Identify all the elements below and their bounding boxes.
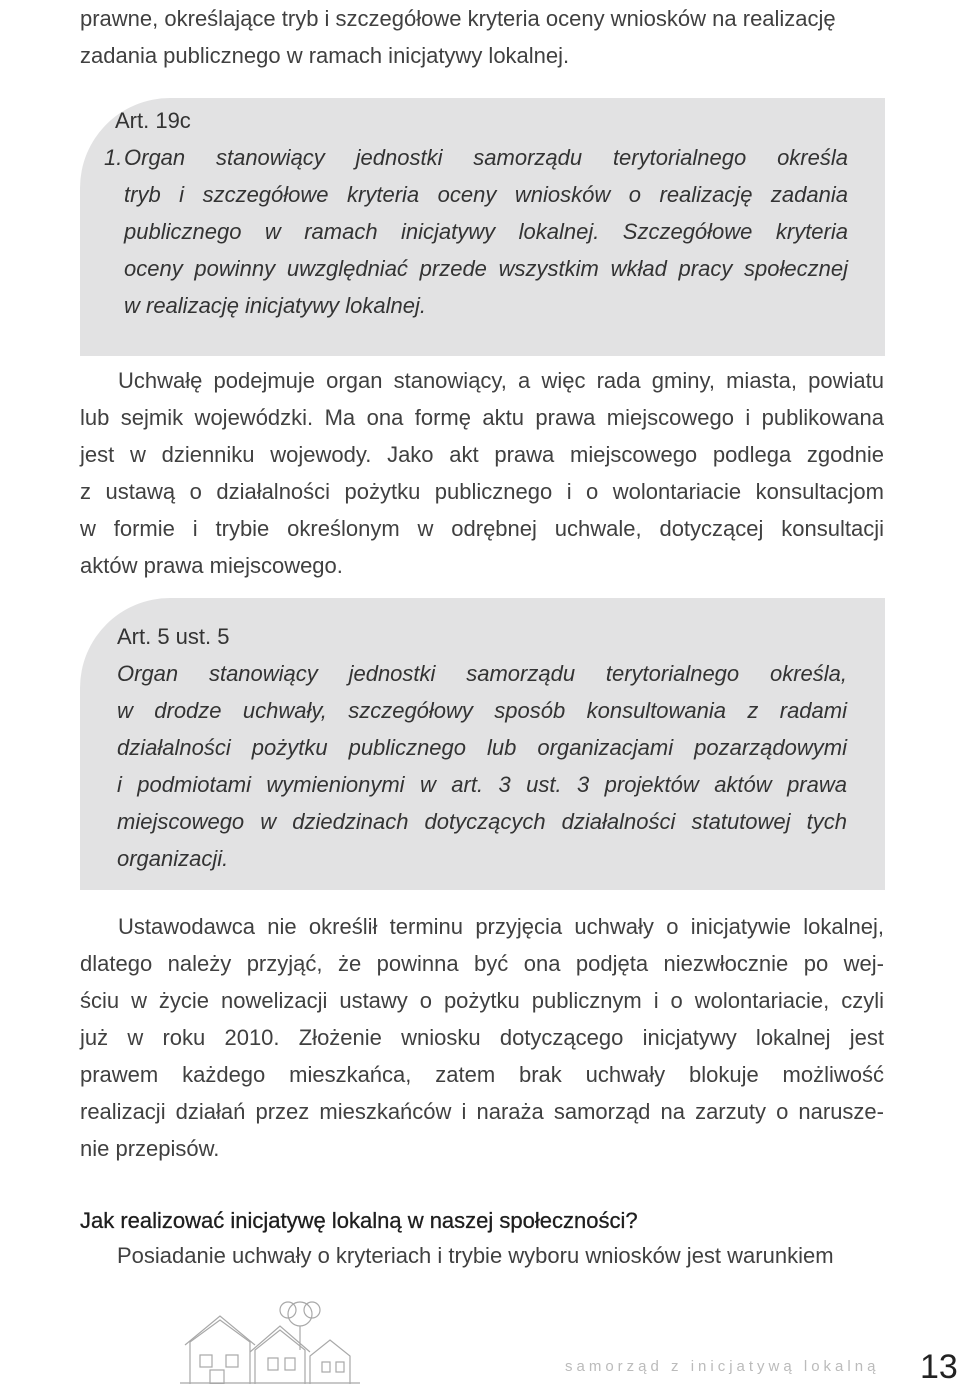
text-line: oceny powinny uwzględniać przede wszystkim wkład pracy społecznej — [124, 256, 848, 281]
paragraph-ustawodawca — [80, 908, 884, 1167]
quote-box-art-5-text — [117, 655, 847, 877]
quote-box-art-19c-text — [124, 139, 848, 324]
footer-tagline: samorząd z inicjatywą lokalną — [565, 1358, 880, 1375]
text-line: dlatego należy przyjąć, że powinna być ona podjęta niezwłocznie po wej- — [80, 951, 884, 976]
text-line: organizacji. — [117, 846, 229, 871]
top-paragraph — [80, 0, 880, 74]
text-line: ściu w życie nowelizacji ustawy o pożytku publicznym i o wolontariacie, czyli — [80, 988, 884, 1013]
text-line: w realizację inicjatywy lokalnej. — [124, 293, 427, 318]
text-line: z ustawą o działalności pożytku publicznego i o wolontariacie konsultacjom — [80, 479, 884, 504]
text-line: i podmiotami wymienionymi w art. 3 ust. 3 projektów aktów prawa — [117, 772, 847, 797]
page-number: 13 — [920, 1348, 958, 1386]
section-heading: Jak realizować inicjatywę lokalną w naszej społeczności? — [80, 1208, 638, 1233]
text-line: publicznego w ramach inicjatywy lokalnej. Szczegółowe kryteria — [124, 219, 848, 244]
houses-sketch-icon — [180, 1300, 360, 1384]
quote-box-art-19c-article: Art. 19c — [115, 108, 191, 133]
text-line: lub sejmik wojewódzki. Ma ona formę aktu prawa miejscowego i publikowana — [80, 405, 884, 430]
text-line: działalności pożytku publicznego lub organizacjami pozarządowymi — [117, 735, 847, 760]
text-line: prawem każdego mieszkańca, zatem brak uchwały blokuje możliwość — [80, 1062, 884, 1087]
text-line: Uchwałę podejmuje organ stanowiący, a więc rada gminy, miasta, powiatu — [118, 368, 884, 393]
paragraph-posiadanie: Posiadanie uchwały o kryteriach i trybie wyboru wniosków jest warunkiem — [117, 1243, 834, 1268]
text-line: już w roku 2010. Złożenie wniosku dotyczącego inicjatywy lokalnej jest — [80, 1025, 884, 1050]
text-line: Organ stanowiący jednostki samorządu terytorialnego określa — [124, 145, 848, 170]
text-line: Organ stanowiący jednostki samorządu terytorialnego określa, — [117, 661, 847, 686]
text-line: nie przepisów. — [80, 1136, 220, 1161]
text-line: miejscowego w dziedzinach dotyczących działalności statutowej tych — [117, 809, 847, 834]
text-line: aktów prawa miejscowego. — [80, 553, 343, 578]
text-line: realizacji działań przez mieszkańców i naraża samorząd na zarzuty o narusze- — [80, 1099, 884, 1124]
text-line: Ustawodawca nie określił terminu przyjęcia uchwały o inicjatywie lokalnej, — [118, 914, 884, 939]
text-line: zadania publicznego w ramach inicjatywy lokalnej. — [80, 43, 570, 68]
text-line: w drodze uchwały, szczegółowy sposób konsultowania z radami — [117, 698, 847, 723]
text-line: tryb i szczegółowe kryteria oceny wniosków o realizację zadania — [124, 182, 848, 207]
text-line: jest w dzienniku wojewody. Jako akt prawa miejscowego podlega zgodnie — [80, 442, 884, 467]
paragraph-uchwala — [80, 362, 884, 584]
quote-box-art-5-article: Art. 5 ust. 5 — [117, 624, 230, 649]
quote-box-art-19c-number: 1. — [104, 145, 123, 170]
text-line: prawne, określające tryb i szczegółowe kryteria oceny wniosków na realizację — [80, 6, 836, 31]
text-line: w formie i trybie określonym w odrębnej uchwale, dotyczącej konsultacji — [80, 516, 884, 541]
